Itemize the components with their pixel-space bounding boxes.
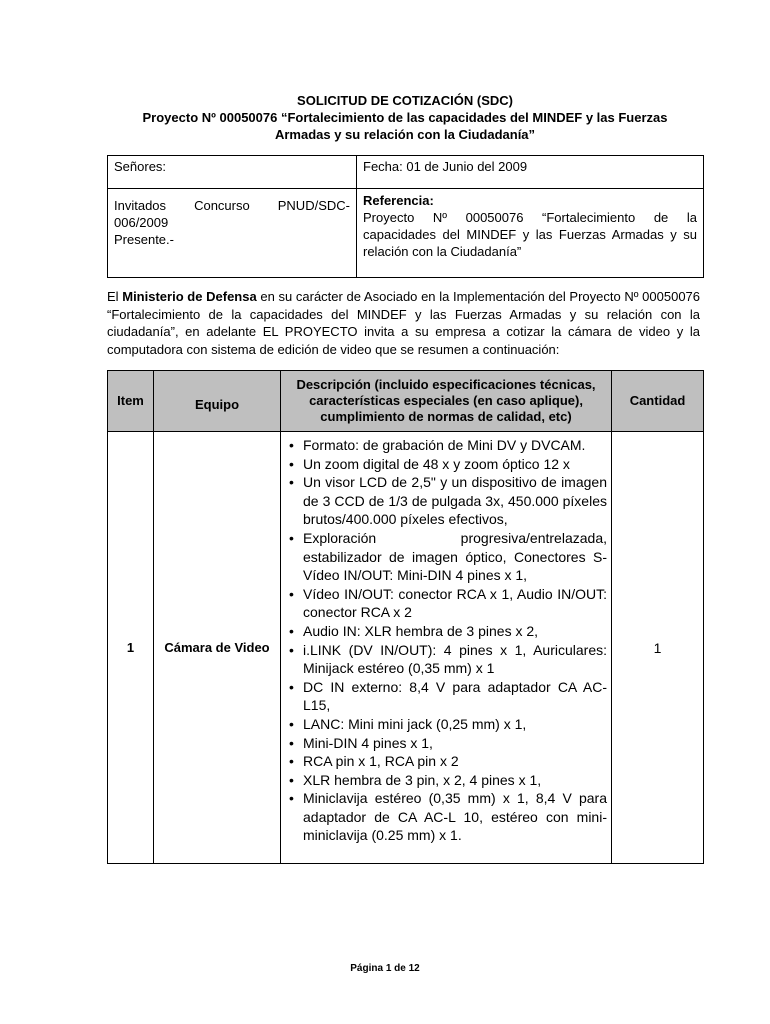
senores-cell — [108, 156, 357, 189]
spec-item: • Exploración progresiva/entrelazada, estabilizador de imagen óptico, Conectores S-Vídeo IN/OUT: Mini-DIN 4 pines x 1, — [303, 529, 607, 585]
intro-prefix: El — [107, 289, 123, 304]
intro-text: en su carácter de Asociado en la Implementación del Proyecto Nº 00050076 “Fortalecimiento de la capacidades del MINDEF y las Fuerzas Armadas y su relación con la ciudadanía”, en adelante EL PROYECTO invita a su empresa a cotizar la cámara de video y la computadora con sistema de edición de video que se resumen a continuación: — [107, 289, 701, 357]
header-table — [107, 155, 704, 278]
spec-item: • RCA pin x 1, RCA pin x 2 — [303, 752, 607, 771]
header-item: Item — [108, 371, 154, 432]
referencia-text: Proyecto Nº 00050076 “Fortalecimiento de la capacidades del MINDEF y las Fuerzas Armadas y su relación con la Ciudadanía” — [363, 210, 697, 259]
spec-item: • Audio IN: XLR hembra de 3 pines x 2, — [303, 622, 607, 641]
referencia-label: Referencia: — [363, 193, 434, 208]
spec-item: • i.LINK (DV IN/OUT): 4 pines x 1, Auriculares: Minijack estéreo (0,35 mm) x 1 — [303, 641, 607, 678]
spec-item: • Un visor LCD de 2,5" y un dispositivo de imagen de 3 CCD de 1/3 de pulgada 3x, 450.000 píxeles brutos/400.000 píxeles efectivos, — [303, 473, 607, 529]
table-row — [108, 432, 704, 864]
title-line-3: Armadas y su relación con la Ciudadanía” — [274, 127, 536, 142]
intro-organization: Ministerio de Defensa — [122, 289, 257, 304]
fecha-cell — [357, 156, 704, 189]
items-header-row — [108, 371, 704, 432]
items-table — [107, 370, 704, 864]
fecha-label: Fecha: 01 de Junio del 2009 — [363, 159, 528, 174]
title-line-2: Proyecto Nº 00050076 “Fortalecimiento de las capacidades del MINDEF y las Fuerzas — [142, 110, 668, 125]
spec-item: • Un zoom digital de 48 x y zoom óptico 12 x — [303, 455, 607, 474]
document-title — [105, 92, 705, 143]
invitados-line — [114, 197, 350, 214]
row-descripcion — [281, 432, 612, 864]
spec-item: • Mini-DIN 4 pines x 1, — [303, 734, 607, 753]
spec-item: • XLR hembra de 3 pin, x 2, 4 pines x 1, — [303, 771, 607, 790]
spec-item: • LANC: Mini mini jack (0,25 mm) x 1, — [303, 715, 607, 734]
invitados-word-1: Invitados — [114, 198, 167, 213]
header-equipo: Equipo — [154, 371, 281, 432]
spec-item: • Miniclavija estéreo (0,35 mm) x 1, 8,4 V para adaptador de CA AC-L 10, estéreo con mini-miniclavija (0.25 mm) x 1. — [303, 789, 607, 845]
spec-list — [285, 436, 607, 845]
row-item: 1 — [108, 432, 154, 864]
page-number: Página 1 de 12 — [350, 963, 420, 974]
invitados-line-2: 006/2009 — [114, 215, 169, 230]
invitados-word-2: Concurso — [194, 198, 250, 213]
title-line-1: SOLICITUD DE COTIZACIÓN (SDC) — [297, 93, 513, 108]
spec-item: • DC IN externo: 8,4 V para adaptador CA AC-L15, — [303, 678, 607, 715]
spec-item: • Formato: de grabación de Mini DV y DVCAM. — [303, 436, 607, 455]
presente-label: Presente.- — [114, 232, 174, 247]
row-cantidad: 1 — [612, 432, 704, 864]
spec-item: • Vídeo IN/OUT: conector RCA x 1, Audio IN/OUT: conector RCA x 2 — [303, 585, 607, 622]
invitados-word-3: PNUD/SDC- — [277, 198, 350, 213]
invitados-cell — [108, 189, 357, 278]
header-descripcion: Descripción (incluido especificaciones técnicas, características especiales (en caso aplique), cumplimiento de normas de calidad, etc) — [281, 371, 612, 432]
row-equipo: Cámara de Video — [154, 432, 281, 864]
header-cantidad: Cantidad — [612, 371, 704, 432]
senores-label: Señores: — [114, 159, 167, 174]
intro-paragraph — [107, 288, 700, 358]
referencia-cell — [357, 189, 704, 278]
